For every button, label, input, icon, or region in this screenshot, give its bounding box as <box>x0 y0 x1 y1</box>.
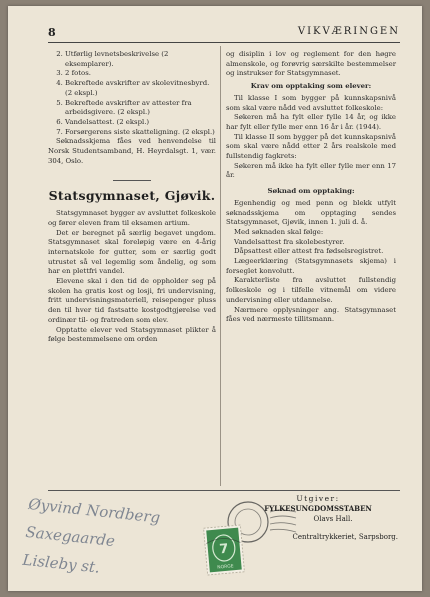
list-item: 4. Bekreftede avskrifter av skolevitnesbyrd. (2 ekspl.) <box>65 79 216 98</box>
header-rule <box>48 42 400 43</box>
application-heading: Søknad om opptaking: <box>267 187 355 196</box>
paragraph: og disiplin i lov og reglement for den høgre almenskole, og forøvrig særskilte bestemmelser og instrukser for Statsgymnaset. <box>226 50 396 78</box>
list-item: 5. Bekreftede avskrifter av attester fra arbeidsgivere. (2 ekspl.) <box>65 99 216 118</box>
publisher-label: Utgiver: <box>296 494 340 503</box>
paragraph: Lægeerklæring (Statsgymnasets skjema) i forseglet konvolutt. <box>226 257 396 275</box>
publisher-organization: FYLKESUNGDOMSSTABEN <box>264 504 372 513</box>
requirements-list <box>48 50 216 137</box>
handwriting-line: Lisleby st. <box>21 550 101 577</box>
paragraph: Vandelsattest fra skolebestyrer. <box>234 237 345 246</box>
list-item: 7. Forsørgerens siste skatteligning. (2 ekspl.) <box>65 128 216 138</box>
paragraph: Elevene skal i den tid de oppholder seg på skolen ha gratis kost og losji, fri undervisning, fritt undervisningsmateriell, reisepenger pluss den til hver tid fastsatte kostgodtgjørelse ved ordinær til- og fratreden som elev. <box>48 277 216 324</box>
paragraph: Søkeren må ikke ha fylt eller fylle mer enn 17 år. <box>226 161 396 180</box>
application-note: Søknadsskjema fåes ved henvendelse til Norsk Studentsamband, H. Heyrdalsgt. 1, vær. 304, Oslo. <box>48 137 216 165</box>
paragraph: Til klasse I som bygger på kunnskapsnivå som skal være nådd ved avsluttet folkeskole: <box>226 93 396 112</box>
list-item: 6. Vandelsattest. (2 ekspl.) <box>65 118 216 128</box>
stamp-label: NORGE <box>217 564 234 571</box>
list-item: 3. 2 fotos. <box>65 69 216 79</box>
column-divider <box>220 46 221 486</box>
paragraph: Med søknaden skal følge: <box>234 227 324 236</box>
svg-text:7: 7 <box>218 541 230 558</box>
paragraph: Dåpsattest eller attest fra fødselsregistret. <box>234 247 384 256</box>
handwritten-address <box>21 490 219 591</box>
paragraph: Opptatte elever ved Statsgymnaset plikter å følge bestemmelsene om orden <box>48 325 216 344</box>
right-column <box>226 50 396 325</box>
list-item: 2. Utførlig levnetsbeskrivelse (2 eksemplarer). <box>65 50 216 69</box>
page-header <box>48 26 400 40</box>
paragraph: Det er beregnet på særlig begavet ungdom. Statsgymnaset skal foreløpig være en 4-årig internatskole for gutter, som er særlig godt utrustet så vel legemlig som åndelig, og som har en plettfri vandel. <box>48 228 216 276</box>
document-page <box>8 6 422 591</box>
handwriting-line: Saxegaarde <box>24 522 116 551</box>
requirements-heading: Krav om opptaking som elever: <box>250 82 372 91</box>
left-column <box>48 50 216 345</box>
paragraph: Karakterliste fra avsluttet fullstendig folkeskole og i tilfelle vitnemål om videre undervisning eller utdannelse. <box>226 276 396 304</box>
footer-rule <box>48 490 400 491</box>
paragraph: Søkeren må ha fylt eller fylle 14 år, og ikke har fylt eller fylle mer enn 16 år i år. (1944). <box>226 113 396 131</box>
page-number: 8 <box>48 26 56 39</box>
paragraph: Nærmere opplysninger ang. Statsgymnaset fåes ved nærmeste tillitsmann. <box>226 305 396 324</box>
printer-name: Centraltrykkeriet, Sarpsborg. <box>292 533 398 541</box>
publication-title: VIKVÆRINGEN <box>297 26 400 37</box>
publisher-person: Olavs Hall. <box>313 515 353 523</box>
paragraph: Til klasse II som bygger på det kunnskapsnivå som skal være nådd etter 2 års realskole med fullstendig fagkrets: <box>226 132 396 161</box>
paragraph: Egenhendig og med penn og blekk utfylt søknadsskjema om opptaging sendes Statsgymnaset, Gjøvik, innen 1. juli d. å. <box>226 198 396 227</box>
section-divider <box>113 180 151 181</box>
handwriting-line: Øyvind Nordberg <box>27 494 162 527</box>
section-title: Statsgymnaset, Gjøvik. <box>48 188 216 204</box>
paragraph: Statsgymnaset bygger av avsluttet folkeskole og fører eleven fram til eksamen artium. <box>48 209 216 227</box>
publisher-block <box>238 494 398 542</box>
